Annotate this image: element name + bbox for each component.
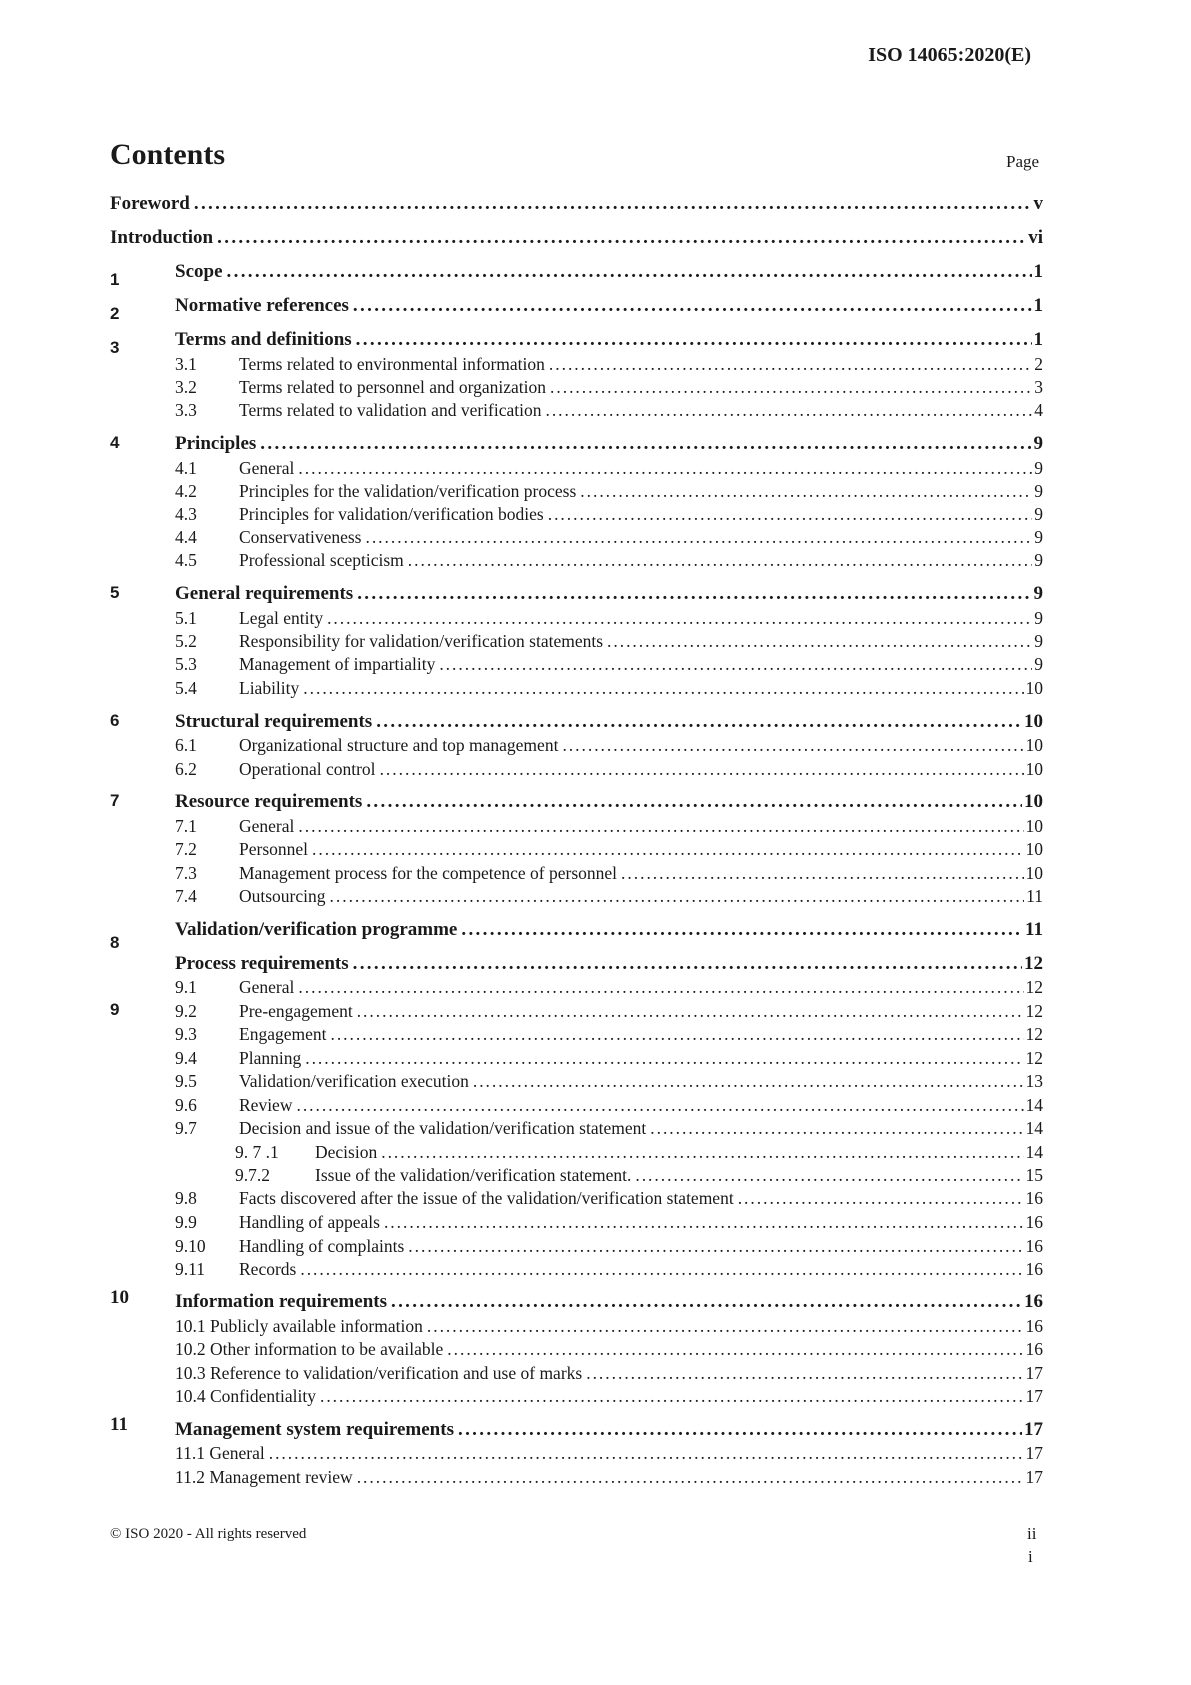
dot-leader — [217, 226, 1026, 250]
toc-entry-title: 11.2 Management review — [175, 1467, 353, 1487]
toc-entry-page: 9 — [1034, 608, 1043, 628]
toc-entry-page: 14 — [1025, 1118, 1043, 1138]
toc-entry-title: 10.4 Confidentiality — [175, 1386, 316, 1406]
toc-entry-page: 16 — [1024, 1291, 1043, 1312]
toc-entry-page: 9 — [1034, 458, 1043, 478]
dot-leader — [327, 606, 1032, 630]
clause-number: 6 — [110, 711, 120, 730]
toc-entry-number: 7.1 — [175, 816, 197, 836]
clause-number: 2 — [110, 304, 120, 323]
dot-leader — [353, 952, 1022, 976]
dot-leader — [312, 837, 1023, 861]
toc-entry-page: 1 — [1033, 295, 1043, 316]
toc-entry[interactable] — [175, 1257, 1043, 1281]
toc-entry-title: Management process for the competence of personnel — [239, 863, 618, 883]
toc-entry-page: 16 — [1025, 1212, 1043, 1232]
toc-entry[interactable] — [175, 294, 1043, 318]
dot-leader — [550, 375, 1032, 399]
toc-entry-page: 9 — [1033, 433, 1043, 454]
dot-leader — [461, 918, 1023, 942]
toc-entry-page: 17 — [1024, 1419, 1043, 1440]
toc-entry-number: 4.3 — [175, 504, 197, 524]
dot-leader — [548, 502, 1033, 526]
toc-entry-title: Terms and definitions — [175, 329, 352, 350]
toc-entry-number: 5.2 — [175, 631, 197, 651]
toc-entry-number: 5.4 — [175, 678, 197, 698]
toc-entry[interactable] — [175, 1186, 1043, 1210]
toc-entry-page: 12 — [1024, 953, 1043, 974]
toc-entry-number: 5.1 — [175, 608, 197, 628]
dot-leader — [376, 710, 1022, 734]
dot-leader — [580, 479, 1032, 503]
toc-entry[interactable] — [175, 260, 1043, 284]
toc-entry-title: Principles for validation/verification bodies — [239, 504, 544, 524]
toc-entry-page: 10 — [1025, 839, 1043, 859]
dot-leader — [408, 548, 1032, 572]
toc-entry[interactable] — [175, 548, 1043, 572]
toc-entry-page: 16 — [1025, 1339, 1043, 1359]
toc-entry-page: 13 — [1025, 1071, 1043, 1091]
toc-entry[interactable] — [175, 606, 1043, 630]
clause-number: 1 — [110, 270, 120, 289]
toc-entry-page: 3 — [1034, 377, 1043, 397]
clause-number: 9 — [110, 1000, 120, 1019]
toc-entry-page: 9 — [1033, 583, 1043, 604]
clause-number: 11 — [110, 1414, 128, 1435]
toc-entry-title: Conservativeness — [239, 527, 362, 547]
toc-entry-page: 1 — [1033, 329, 1043, 350]
toc-entry-title: Terms related to environmental information — [239, 354, 545, 374]
toc-entry-page: 9 — [1034, 504, 1043, 524]
toc-entry-page: 9 — [1034, 654, 1043, 674]
dot-leader — [365, 525, 1032, 549]
dot-leader — [357, 1465, 1024, 1489]
dot-leader — [650, 1116, 1023, 1140]
toc-entry-title: Operational control — [239, 759, 376, 779]
toc-entry[interactable] — [175, 999, 1043, 1023]
toc-entry-title: Introduction — [110, 227, 214, 248]
toc-entry[interactable] — [175, 432, 1043, 456]
dot-leader — [269, 1441, 1024, 1465]
dot-leader — [408, 1234, 1023, 1258]
toc-entry-number: 9.4 — [175, 1048, 197, 1068]
toc-entry-page: 12 — [1025, 1024, 1043, 1044]
dot-leader — [300, 1257, 1023, 1281]
toc-entry-number: 6.1 — [175, 735, 197, 755]
dot-leader — [473, 1069, 1024, 1093]
toc-entry-page: 17 — [1025, 1467, 1043, 1487]
clause-number: 10 — [110, 1287, 129, 1308]
toc-entry-title: General — [239, 816, 295, 836]
toc-entry[interactable] — [175, 884, 1043, 908]
dot-leader — [353, 294, 1032, 318]
toc-entry[interactable] — [175, 1418, 1043, 1442]
toc-entry-number: 9.6 — [175, 1095, 197, 1115]
toc-entry[interactable] — [175, 1314, 1043, 1338]
toc-entry[interactable] — [175, 1022, 1043, 1046]
dot-leader — [549, 352, 1032, 376]
toc-entry-title: Structural requirements — [175, 711, 373, 732]
dot-leader — [320, 1384, 1024, 1408]
toc-entry-title: Facts discovered after the issue of the validation/verification statement — [239, 1188, 734, 1208]
dot-leader — [635, 1163, 1023, 1187]
toc-entry-number: 9.11 — [175, 1259, 205, 1279]
toc-entry-number: 9.10 — [175, 1236, 206, 1256]
page-column-label: Page — [1006, 152, 1040, 171]
dot-leader — [298, 975, 1023, 999]
toc-entry[interactable] — [110, 192, 1043, 216]
toc-entry[interactable] — [175, 733, 1043, 757]
dot-leader — [330, 884, 1025, 908]
toc-entry-number: 4.2 — [175, 481, 197, 501]
toc-entry-number: 9.9 — [175, 1212, 197, 1232]
toc-entry-title: Outsourcing — [239, 886, 326, 906]
toc-entry[interactable] — [175, 1384, 1043, 1408]
toc-entry-page: 9 — [1034, 550, 1043, 570]
toc-entry-number: 9.8 — [175, 1188, 197, 1208]
clause-number: 4 — [110, 433, 120, 452]
dot-leader — [366, 790, 1022, 814]
toc-entry-page: 16 — [1025, 1188, 1043, 1208]
toc-entry-number: 7.3 — [175, 863, 197, 883]
toc-entry[interactable] — [175, 918, 1043, 942]
toc-entry-number: 9.2 — [175, 1001, 197, 1021]
toc-entry-title: Pre-engagement — [239, 1001, 353, 1021]
toc-entry[interactable] — [175, 1163, 1043, 1187]
toc-entry[interactable] — [175, 861, 1043, 885]
dot-leader — [586, 1361, 1023, 1385]
contents-heading: Contents — [110, 138, 226, 171]
toc-entry-page: 2 — [1034, 354, 1043, 374]
toc-entry[interactable] — [175, 1290, 1043, 1314]
dot-leader — [227, 260, 1032, 284]
toc-entry[interactable] — [175, 710, 1043, 734]
toc-entry[interactable] — [175, 1234, 1043, 1258]
toc-entry[interactable] — [175, 398, 1043, 422]
toc-entry[interactable] — [175, 652, 1043, 676]
dot-leader — [357, 999, 1024, 1023]
toc-entry-number: 3.2 — [175, 377, 197, 397]
toc-entry[interactable] — [175, 502, 1043, 526]
toc-entry-page: 4 — [1034, 400, 1043, 420]
toc-entry[interactable] — [175, 352, 1043, 376]
dot-leader — [357, 582, 1031, 606]
toc-entry-title: Principles for the validation/verification process — [239, 481, 577, 501]
toc-entry-page: 1 — [1033, 261, 1043, 282]
dot-leader — [607, 629, 1032, 653]
toc-entry-page: 12 — [1025, 977, 1043, 997]
toc-entry-number: 5.3 — [175, 654, 197, 674]
footer-page-number-secondary: i — [1028, 1547, 1033, 1566]
document-id: ISO 14065:2020(E) — [868, 44, 1031, 66]
toc-entry-page: 9 — [1034, 481, 1043, 501]
toc-entry[interactable] — [175, 1337, 1043, 1361]
toc-entry[interactable] — [110, 226, 1043, 250]
dot-leader — [380, 757, 1024, 781]
toc-entry-title: Process requirements — [175, 953, 349, 974]
toc-entry-title: General — [239, 977, 295, 997]
toc-entry[interactable] — [175, 1361, 1043, 1385]
dot-leader — [260, 432, 1031, 456]
toc-entry-page: 17 — [1025, 1363, 1043, 1383]
dot-leader — [738, 1186, 1024, 1210]
toc-entry-page: 10 — [1025, 759, 1043, 779]
toc-entry-title: Management system requirements — [175, 1419, 454, 1440]
toc-entry-title: Validation/verification programme — [175, 919, 458, 940]
clause-number: 3 — [110, 338, 120, 357]
toc-entry-title: Review — [239, 1095, 293, 1115]
toc-entry-title: Decision and issue of the validation/verification statement — [239, 1118, 647, 1138]
toc-entry[interactable] — [175, 676, 1043, 700]
dot-leader — [384, 1210, 1024, 1234]
toc-entry-title: Responsibility for validation/verification statements — [239, 631, 604, 651]
toc-entry-title: Engagement — [239, 1024, 327, 1044]
toc-entry[interactable] — [175, 1116, 1043, 1140]
toc-entry-number: 3.3 — [175, 400, 197, 420]
toc-entry-title: Management of impartiality — [239, 654, 436, 674]
toc-entry-title: Legal entity — [239, 608, 324, 628]
toc-entry[interactable] — [175, 328, 1043, 352]
toc-entry-number: 9.1 — [175, 977, 197, 997]
toc-entry-number: 9.7.2 — [235, 1165, 270, 1185]
toc-entry-title: Validation/verification execution — [239, 1071, 469, 1091]
toc-entry-title: General — [239, 458, 295, 478]
toc-entry-title: Terms related to validation and verification — [239, 400, 542, 420]
toc-entry[interactable] — [175, 837, 1043, 861]
toc-entry-number: 4.4 — [175, 527, 197, 547]
toc-entry[interactable] — [175, 479, 1043, 503]
dot-leader — [439, 652, 1032, 676]
toc-entry-title: Planning — [239, 1048, 302, 1068]
toc-entry[interactable] — [175, 582, 1043, 606]
dot-leader — [545, 398, 1032, 422]
toc-entry-title: Handling of appeals — [239, 1212, 380, 1232]
toc-entry-page: 16 — [1025, 1316, 1043, 1336]
toc-entry[interactable] — [175, 1140, 1043, 1164]
toc-entry-title: Organizational structure and top management — [239, 735, 559, 755]
toc-entry-title: Principles — [175, 433, 257, 454]
toc-entry-title: Issue of the validation/verification statement. — [315, 1165, 632, 1185]
dot-leader — [427, 1314, 1024, 1338]
toc-entry-number: 7.4 — [175, 886, 197, 906]
toc-entry[interactable] — [175, 975, 1043, 999]
toc-entry-page: 12 — [1025, 1001, 1043, 1021]
toc-entry-page: 10 — [1025, 816, 1043, 836]
toc-entry[interactable] — [175, 1210, 1043, 1234]
footer-copyright: © ISO 2020 - All rights reserved — [110, 1526, 307, 1542]
toc-entry-page: 10 — [1024, 711, 1043, 732]
dot-leader — [381, 1140, 1023, 1164]
clause-number: 5 — [110, 583, 120, 602]
toc-entry-title: 10.3 Reference to validation/verification and use of marks — [175, 1363, 583, 1383]
toc-entry-page: 10 — [1025, 735, 1043, 755]
toc-entry-title: Scope — [175, 261, 223, 282]
toc-entry-page: 17 — [1025, 1443, 1043, 1463]
toc-entry-title: Records — [239, 1259, 297, 1279]
toc-entry-number: 9.3 — [175, 1024, 197, 1044]
toc-entry-page: 10 — [1025, 678, 1043, 698]
clause-number: 8 — [110, 933, 120, 952]
toc-entry-title: 10.2 Other information to be available — [175, 1339, 444, 1359]
dot-leader — [621, 861, 1023, 885]
dot-leader — [303, 676, 1023, 700]
toc-entry-title: Liability — [239, 678, 300, 698]
toc-entry-page: 11 — [1025, 919, 1043, 940]
dot-leader — [356, 328, 1032, 352]
toc-entry[interactable] — [175, 1069, 1043, 1093]
toc-entry-page: 11 — [1026, 886, 1043, 906]
toc-entry[interactable] — [175, 757, 1043, 781]
toc-entry[interactable] — [175, 1441, 1043, 1465]
toc-entry-title: Normative references — [175, 295, 349, 316]
toc-entry[interactable] — [175, 1465, 1043, 1489]
toc-entry-page: vi — [1028, 227, 1043, 248]
toc-entry[interactable] — [175, 525, 1043, 549]
toc-entry[interactable] — [175, 629, 1043, 653]
toc-entry-page: 12 — [1025, 1048, 1043, 1068]
toc-entry-number: 3.1 — [175, 354, 197, 374]
toc-entry-page: 17 — [1025, 1386, 1043, 1406]
dot-leader — [562, 733, 1023, 757]
toc-entry[interactable] — [175, 790, 1043, 814]
toc-entry-page: 10 — [1025, 863, 1043, 883]
dot-leader — [391, 1290, 1022, 1314]
toc-entry-number: 9. 7 .1 — [235, 1142, 279, 1162]
toc-entry-number: 6.2 — [175, 759, 197, 779]
toc-entry-title: Foreword — [110, 193, 190, 214]
dot-leader — [298, 814, 1023, 838]
footer-page-number: ii — [1027, 1524, 1037, 1543]
toc-entry-number: 7.2 — [175, 839, 197, 859]
toc-entry-page: 15 — [1025, 1165, 1043, 1185]
toc-entry-title: Professional scepticism — [239, 550, 404, 570]
toc-entry-title: Terms related to personnel and organization — [239, 377, 547, 397]
toc-entry-title: 11.1 General — [175, 1443, 265, 1463]
dot-leader — [458, 1418, 1022, 1442]
toc-entry[interactable] — [175, 1093, 1043, 1117]
toc-entry-title: Decision — [315, 1142, 378, 1162]
toc-entry-page: 9 — [1034, 527, 1043, 547]
toc-entry[interactable] — [175, 456, 1043, 480]
toc-entry-page: 10 — [1024, 791, 1043, 812]
toc-entry-title: 10.1 Publicly available information — [175, 1316, 423, 1336]
dot-leader — [298, 456, 1032, 480]
clause-number: 7 — [110, 791, 120, 810]
dot-leader — [330, 1022, 1023, 1046]
toc-entry[interactable] — [175, 814, 1043, 838]
toc-entry-page: v — [1033, 193, 1043, 214]
dot-leader — [194, 192, 1032, 216]
dot-leader — [447, 1337, 1023, 1361]
toc-entry-title: Resource requirements — [175, 791, 363, 812]
toc-entry[interactable] — [175, 952, 1043, 976]
toc-entry-number: 9.7 — [175, 1118, 197, 1138]
toc-entry-page: 9 — [1034, 631, 1043, 651]
toc-entry-number: 4.5 — [175, 550, 197, 570]
toc-entry-page: 16 — [1025, 1259, 1043, 1279]
toc-entry[interactable] — [175, 1046, 1043, 1070]
dot-leader — [296, 1093, 1023, 1117]
toc-entry-page: 16 — [1025, 1236, 1043, 1256]
toc-entry-title: General requirements — [175, 583, 354, 604]
toc-entry[interactable] — [175, 375, 1043, 399]
dot-leader — [305, 1046, 1023, 1070]
toc-entry-page: 14 — [1025, 1142, 1043, 1162]
toc-entry-title: Personnel — [239, 839, 309, 859]
toc-entry-title: Handling of complaints — [239, 1236, 405, 1256]
toc-entry-number: 4.1 — [175, 458, 197, 478]
toc-entry-number: 9.5 — [175, 1071, 197, 1091]
toc-entry-page: 14 — [1025, 1095, 1043, 1115]
toc-entry-title: Information requirements — [175, 1291, 387, 1312]
